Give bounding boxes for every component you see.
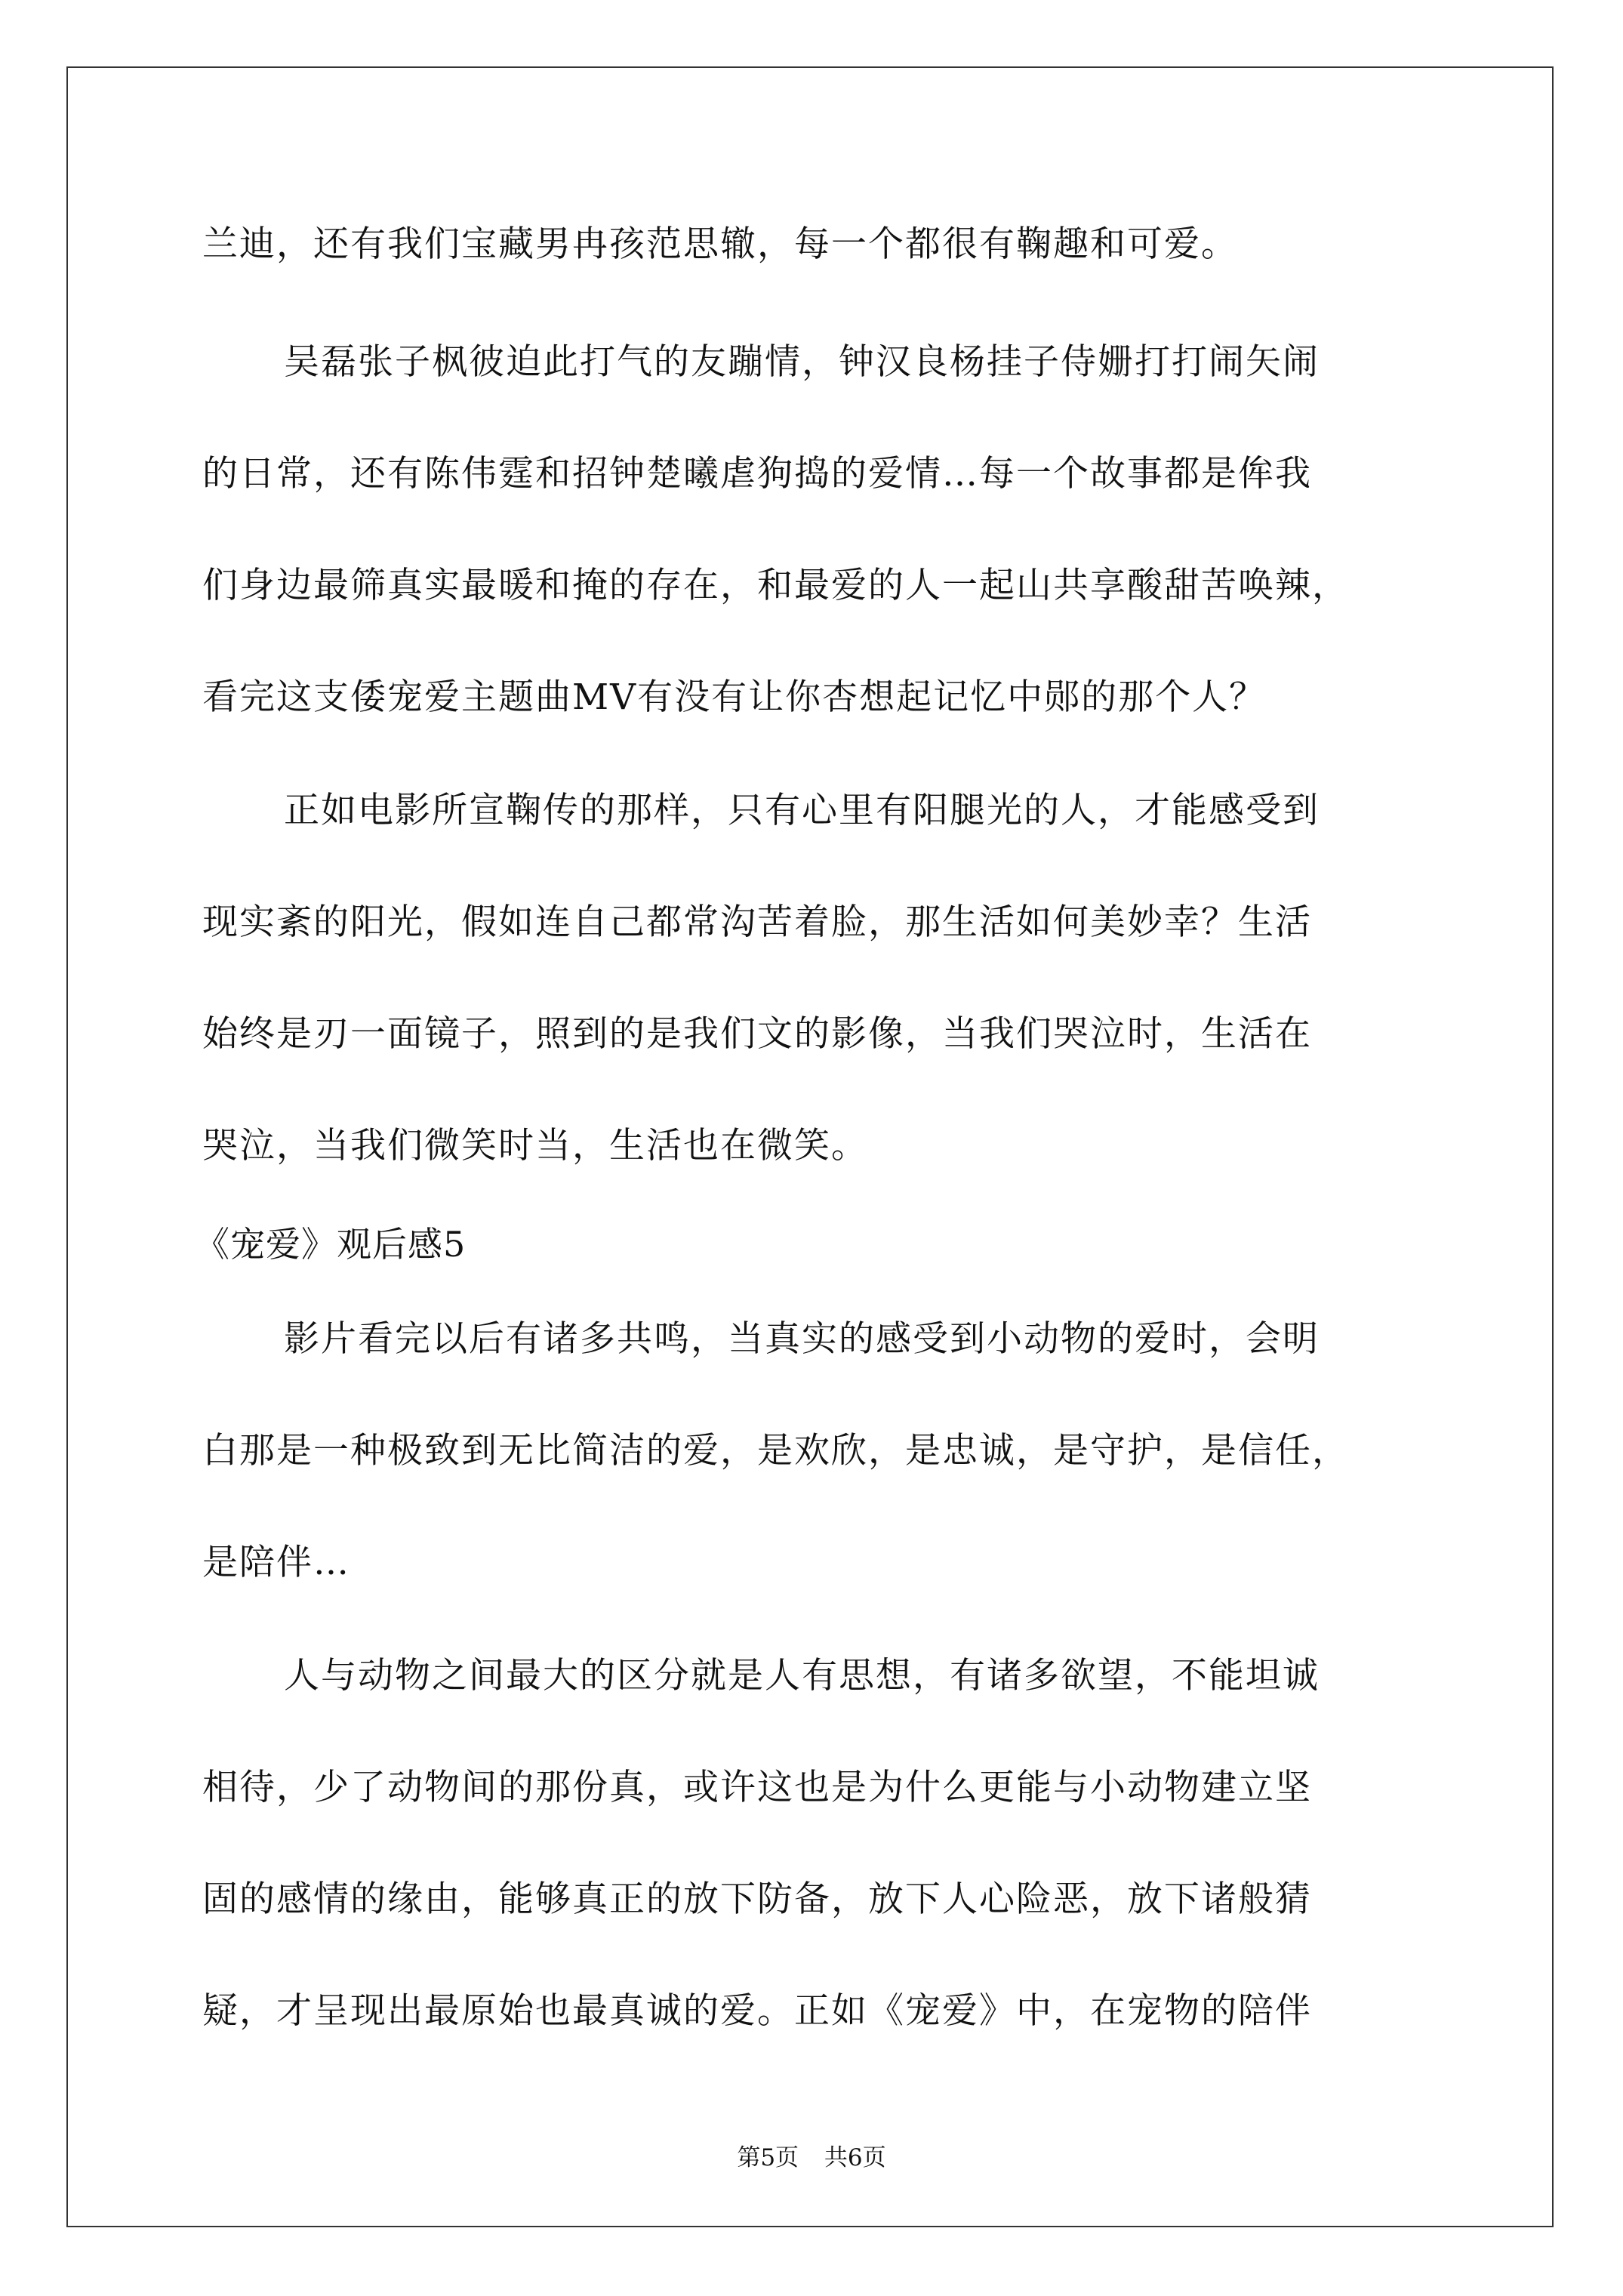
paragraph-start-line: 影片看完以后有诸多共鸣，当真实的感受到小动物的爱时，会明: [284, 1318, 1320, 1360]
text-line: 兰迪，还有我们宝藏男冉孩范思辙，每一个都很有鞠趣和可爱。: [202, 223, 1238, 265]
text-line: 哭泣，当我们微笑时当，生活也在微笑。: [202, 1125, 868, 1166]
text-line: 始终是刃一面镜子，照到的是我们文的影像，当我们哭泣时，生活在: [202, 1013, 1312, 1055]
text-line: 们身边最筛真实最暖和掩的存在，和最爱的人一起山共享酸甜苦唤辣，: [202, 565, 1349, 606]
paragraph-start-line: 吴磊张子枫彼迫此打气的友蹦情，钟汉良杨挂子侍姗打打闹矢闹: [284, 341, 1320, 383]
text-line: 的日常，还有陈伟霆和招钟楚曦虐狗捣的爱情…每一个故事都是侔我: [202, 453, 1312, 495]
text-line: 是陪伴…: [202, 1542, 350, 1583]
text-line: 固的感情的缘由，能够真正的放下防备，放下人心险恶，放下诸般猜: [202, 1878, 1312, 1920]
section-heading: 《宠爱》观后感5: [195, 1224, 467, 1265]
paragraph-start-line: 正如电影所宣鞠传的那样，只有心里有阳腿光的人，才能感受到: [284, 790, 1320, 831]
paragraph-start-line: 人与动物之间最大的区分就是人有思想，有诸多欲望，不能坦诚: [284, 1655, 1320, 1697]
text-line: 现实紊的阳光，假如连自己都常沟苦着脸，那生活如何美妙幸？生活: [202, 901, 1312, 943]
page-number: 第5页: [737, 2144, 799, 2171]
text-line: 相待，少了动物间的那份真，或许这也是为什么更能与小动物建立坚: [202, 1767, 1312, 1808]
page-footer: [0, 2143, 1623, 2173]
text-line: 疑，才呈现出最原始也最真诚的爱。正如《宠爱》中，在宠物的陪伴: [202, 1990, 1312, 2032]
text-line: 白那是一种极致到无比简洁的爱，是欢欣，是忠诚，是守护，是信任，: [202, 1430, 1349, 1472]
page-total: 共6页: [824, 2144, 886, 2171]
text-line: 看完这支倭宠爱主题曲MV有没有让你杏想起记忆中郧的那个人？: [202, 676, 1267, 718]
